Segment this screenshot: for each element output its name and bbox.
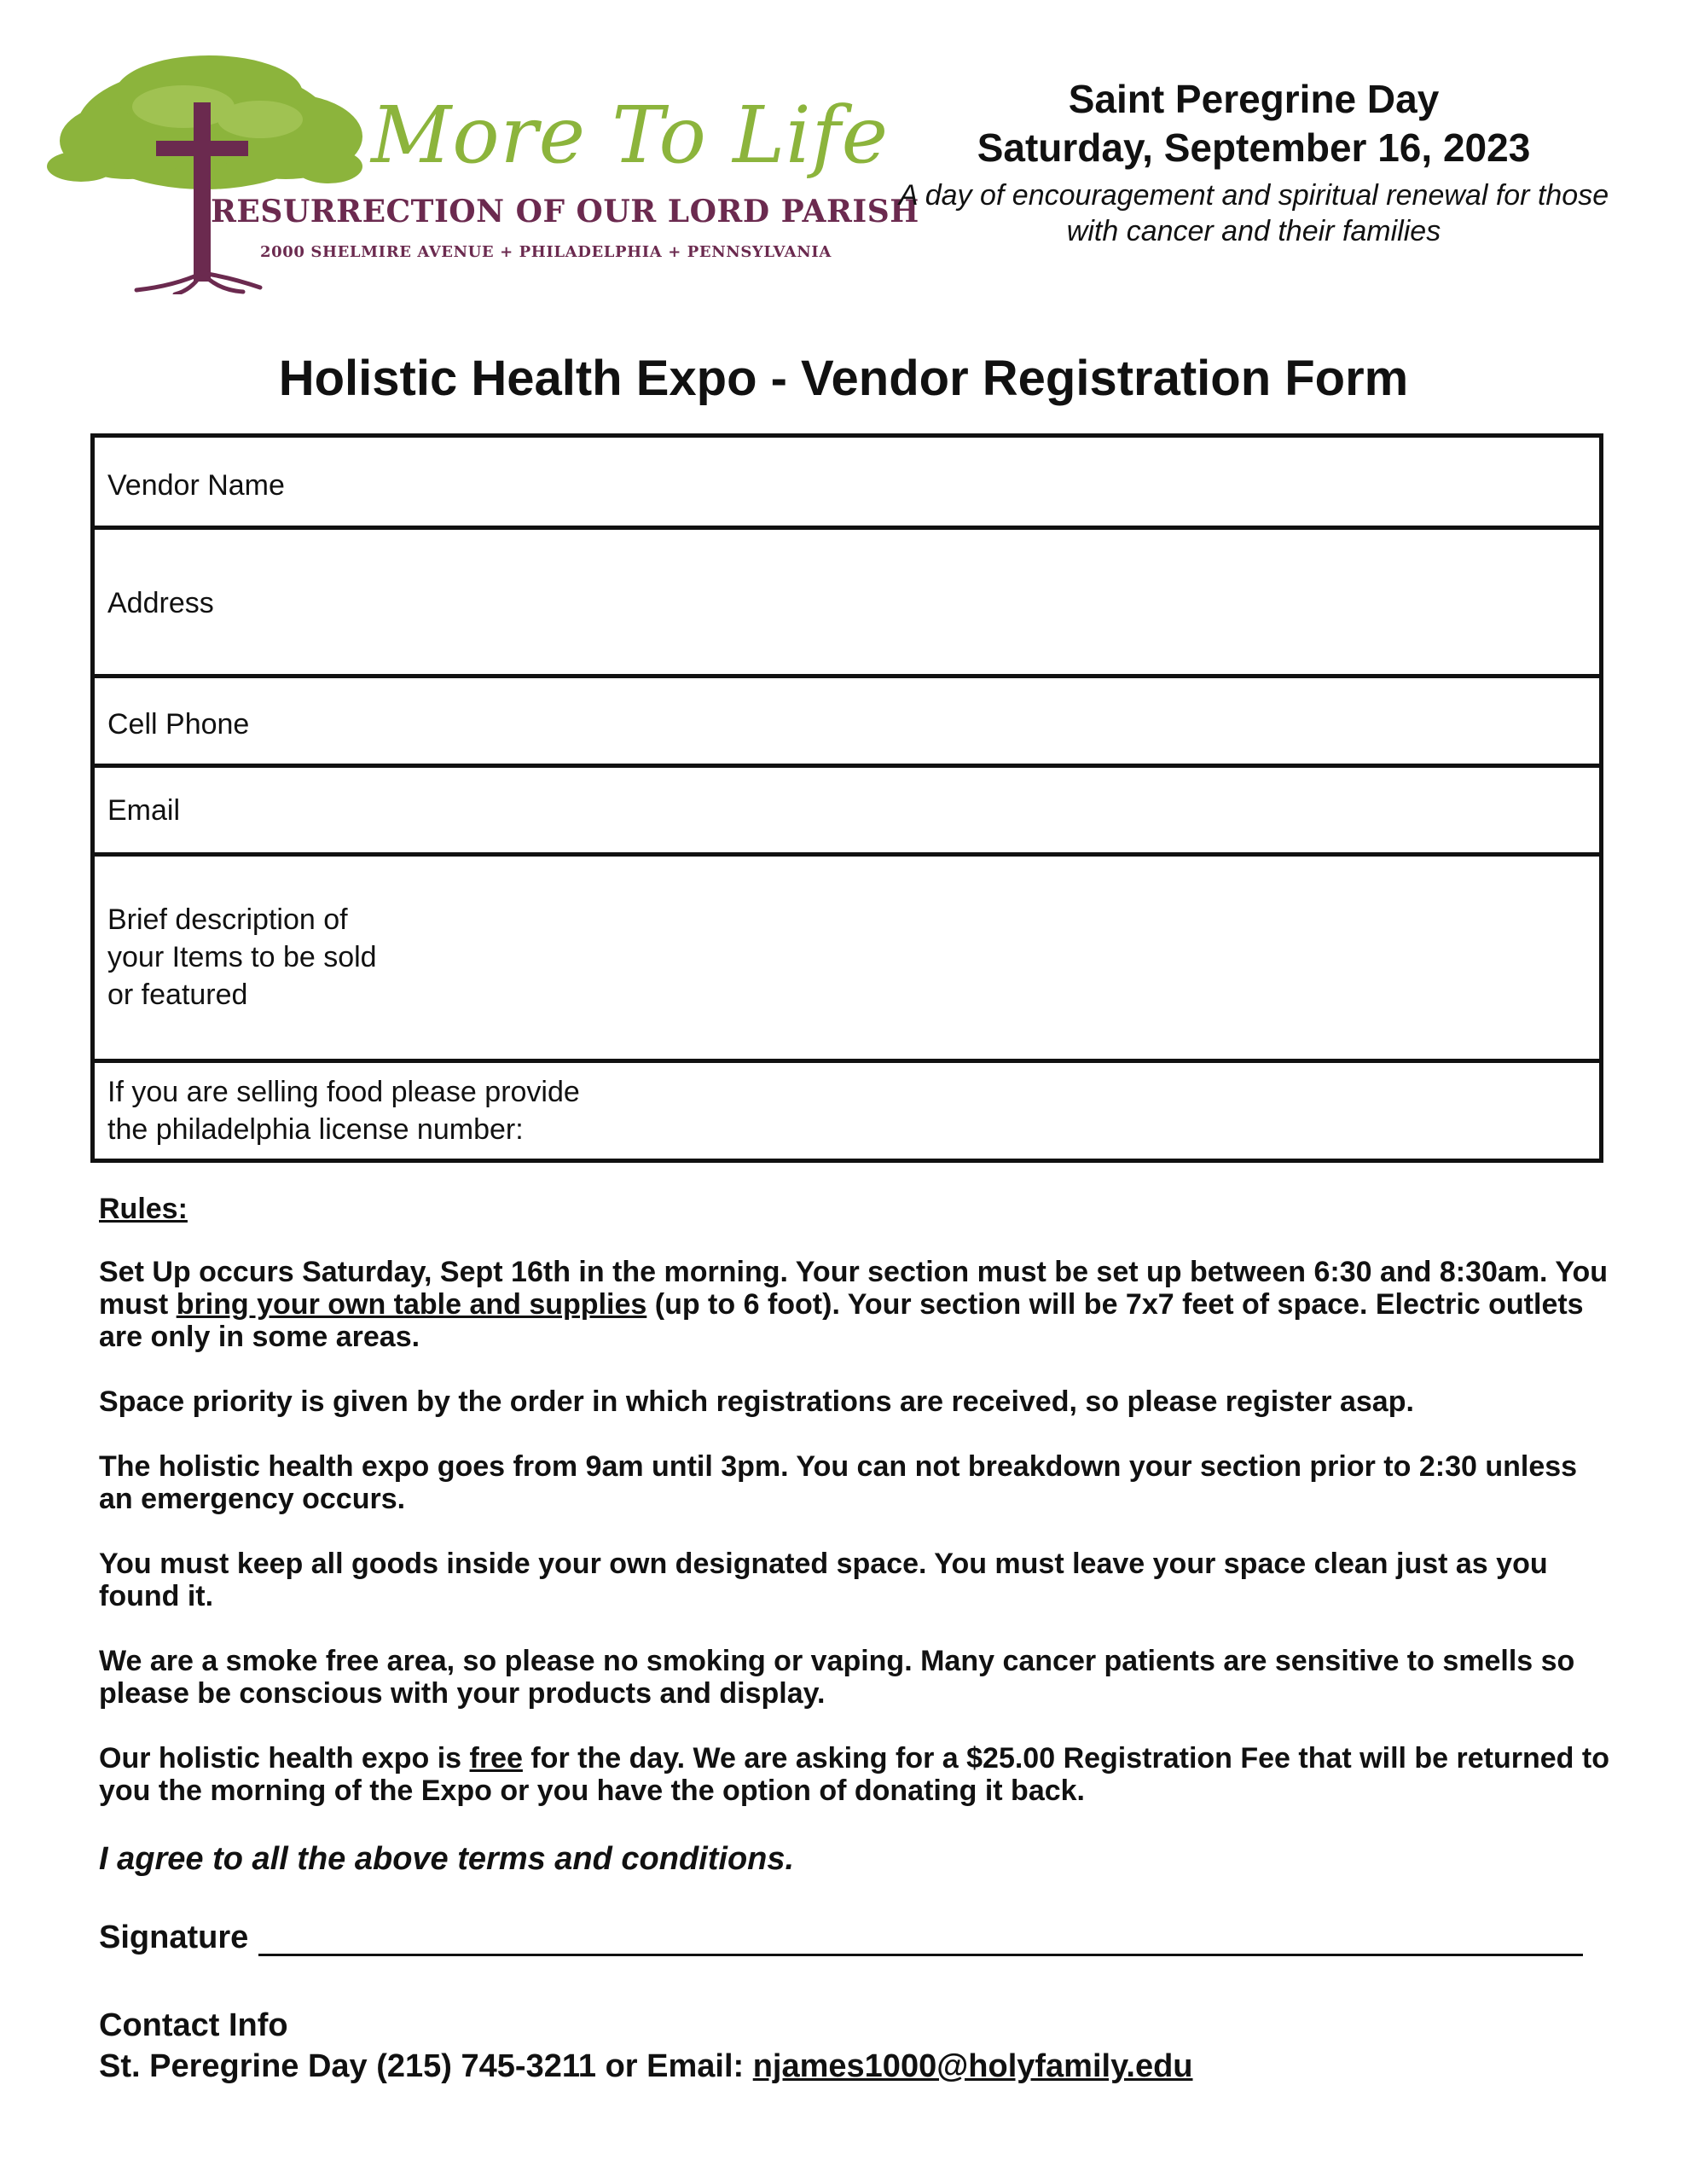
contact-line: [99, 2046, 1193, 2087]
rule-text: Our holistic health expo is: [99, 1742, 470, 1774]
contact-email-link[interactable]: njames1000@holyfamily.edu: [752, 2048, 1193, 2084]
food-license-field[interactable]: [95, 1063, 1599, 1159]
field-label: Vendor Name: [107, 469, 285, 502]
address-field[interactable]: [95, 530, 1599, 678]
rules-heading: Rules:: [99, 1193, 188, 1225]
field-label: Cell Phone: [107, 708, 250, 741]
rules-section: [99, 1193, 1617, 1839]
contact-text: St. Peregrine Day (215) 745-3211 or Email:: [99, 2048, 753, 2084]
rule-text: for the day. We are asking for a $25.00 Registration Fee that will be returned to you the morning of the Expo or you have the option of donating it back.: [99, 1742, 1609, 1807]
rule-emphasis: free: [469, 1742, 523, 1774]
logo-parish-name: RESURRECTION OF OUR LORD PARISH: [211, 194, 919, 229]
logo-tagline: More To Life: [371, 90, 890, 181]
email-field[interactable]: [95, 768, 1599, 857]
vendor-name-field[interactable]: [95, 438, 1599, 530]
rule-emphasis: bring your own table and supplies: [176, 1288, 647, 1321]
event-name: Saint Peregrine Day: [1068, 77, 1440, 121]
contact-heading: Contact Info: [99, 2007, 288, 2043]
signature-row: [99, 1920, 1583, 1956]
cell-phone-field[interactable]: [95, 678, 1599, 768]
rule-space: You must keep all goods inside your own designated space. You must leave your space clean just as you found it.: [99, 1548, 1548, 1612]
event-description: A day of encouragement and spiritual renewal for those with cancer and their families: [898, 179, 1609, 247]
event-header: [878, 75, 1629, 249]
signature-line[interactable]: [258, 1928, 1583, 1956]
rule-hours: The holistic health expo goes from 9am until 3pm. You can not breakdown your section prior to 2:30 unless an emergency occurs.: [99, 1450, 1578, 1515]
logo-address: 2000 SHELMIRE AVENUE + PHILADELPHIA + PENNSYLVANIA: [260, 243, 832, 261]
event-date: Saturday, September 16, 2023: [977, 125, 1531, 170]
rule-priority: Space priority is given by the order in which registrations are received, so please register asap.: [99, 1385, 1414, 1418]
field-label: Address: [107, 587, 214, 619]
item-description-field[interactable]: [95, 857, 1599, 1063]
field-label: Email: [107, 794, 181, 827]
registration-form-table: [90, 433, 1603, 1163]
field-label: If you are selling food please provide the philadelphia license number:: [107, 1076, 580, 1146]
contact-info: [99, 2005, 1193, 2087]
form-title: Holistic Health Expo - Vendor Registration Form: [278, 351, 1409, 406]
field-label: Brief description of your Items to be sold or featured: [107, 903, 377, 1011]
rule-setup: [99, 1256, 1617, 1353]
agreement-statement: I agree to all the above terms and conditions.: [99, 1841, 795, 1877]
parish-logo: [47, 47, 919, 294]
signature-label: Signature: [99, 1920, 249, 1955]
rule-fee: [99, 1742, 1617, 1807]
rule-text: (up to 6 foot). Your section will be 7x7 feet of space. Electric outlets are only in some areas.: [99, 1288, 1584, 1353]
rule-text: Set Up occurs Saturday, Sept 16th in the morning. Your section must be set up between 6:30 and 8:30am. You must: [99, 1256, 1609, 1321]
rule-smoke-free: We are a smoke free area, so please no smoking or vaping. Many cancer patients are sensitive to smells so please be conscious with your products and display.: [99, 1645, 1575, 1710]
